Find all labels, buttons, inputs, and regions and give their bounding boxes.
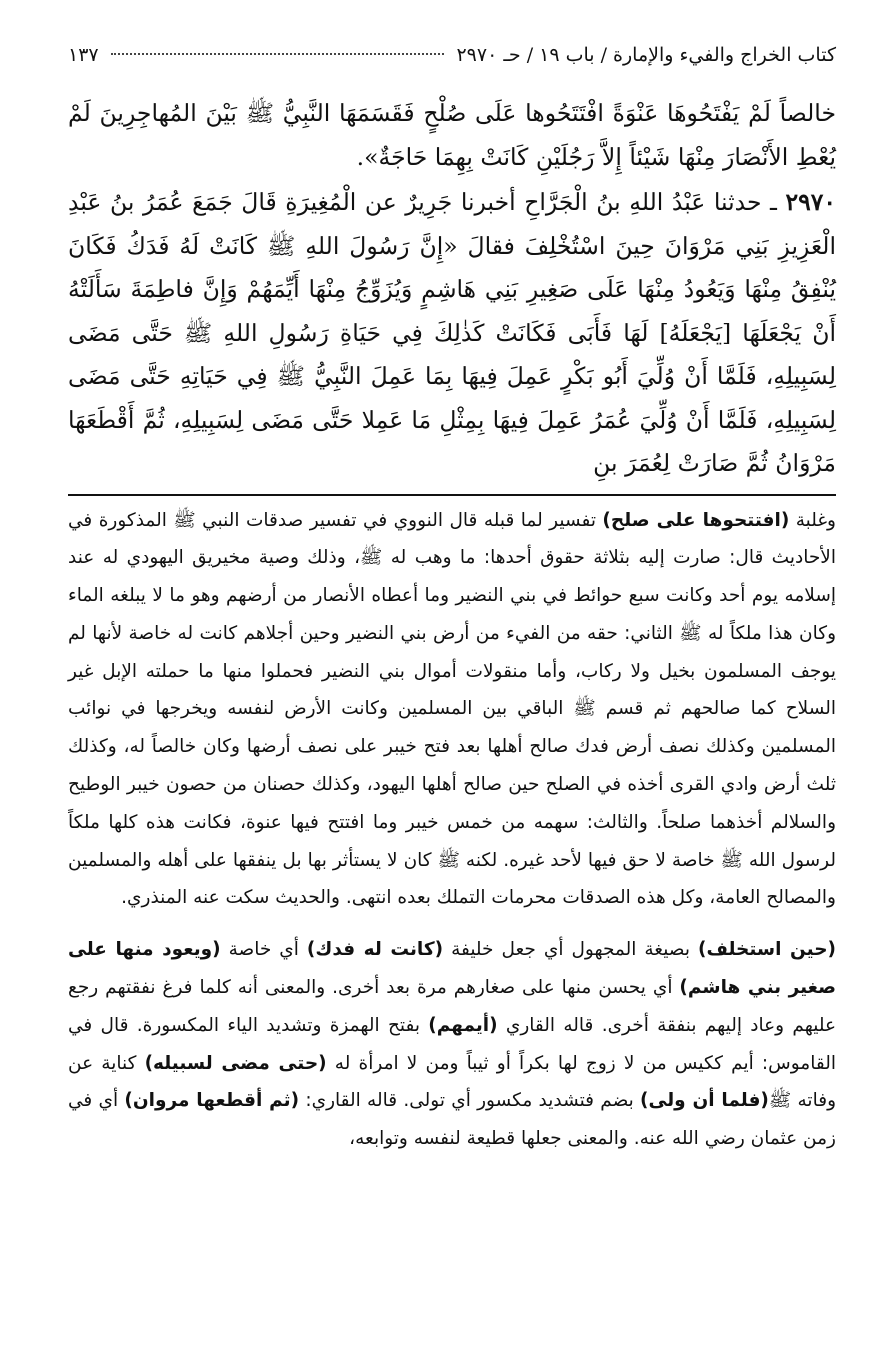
page-number: ١٣٧ — [68, 44, 99, 66]
commentary-keyword: (حتى مضى لسبيله) — [144, 1052, 327, 1074]
commentary-text: أي في زمن عثمان رضي الله عنه. والمعنى جعلها قطيعة لنفسه وتوابعه، — [68, 1090, 836, 1150]
commentary-keyword: (أيمهم) — [428, 1014, 498, 1036]
commentary-paragraph-2 — [68, 931, 836, 1158]
commentary-text: كناية عن وفاته ﷺ — [68, 1052, 836, 1112]
running-header — [68, 44, 836, 92]
commentary-text: أي يحسن منها على صغارهم مرة بعد أخرى. والمعنى أنه كلما فرغ نفقتهم رجع عليهم وعاد إليهم بنفقة أخرى. قاله القاري — [68, 977, 836, 1036]
hadith-body: ـ حدثنا عَبْدُ اللهِ بنُ الْجَرَّاحِ أخبرنا جَرِيرٌ عن الْمُغِيرَةِ قَالَ جَمَعَ عُمَرُ بنُ عَبْدِ الْعَزِيزِ بَنِي مَرْوَانَ حِينَ اسْتُخْلِفَ فقالَ «إِنَّ رَسُولَ اللهِ ﷺ كَانَتْ لَهُ فَدَكُ فَكَانَ يُنْفِقُ مِنْهَا وَيَعُودُ مِنْهَا عَلَى صَغِيرِ بَنِي هَاشِمٍ وَيُزَوِّجُ مِنْهَا أَيِّمَهُمْ وَإِنَّ فاطِمَةَ سَأَلَتْهُ أَنْ يَجْعَلَهَا [يَجْعَلَهُ] لَهَا فَأَبَى فَكَانَتْ كَذٰلِكَ فِي حَيَاةِ رَسُولِ اللهِ ﷺ حَتَّى مَضَى لِسَبِيلِهِ، فَلَمَّا أَنْ وُلِّيَ أَبُو بَكْرٍ عَمِلَ فِيهَا بِمَا عَمِلَ النَّبِيُّ ﷺ فِي حَيَاتِهِ حَتَّى مَضَى لِسَبِيلِهِ، فَلَمَّا أَنْ وُلِّيَ عُمَرُ عَمِلَ فِيهَا بِمِثْلِ مَا عَمِلا حَتَّى مَضَى لِسَبِيلِهِ، ثُمَّ أَقْطَعَهَا مَرْوَانُ ثُمَّ صَارَتْ لِعُمَرَ بنِ — [68, 188, 836, 477]
hadith-text-block — [68, 92, 836, 486]
hadith-number: ٢٩٧٠ — [785, 188, 836, 216]
footnote-divider — [68, 494, 836, 496]
header-title: كتاب الخراج والفيء والإمارة / باب ١٩ / حـ ٢٩٧٠ — [456, 44, 836, 66]
hadith-2970 — [68, 181, 836, 486]
commentary-keyword: (ويعود منها على صغير بني هاشم) — [68, 939, 836, 999]
commentary-text: بفتح الهمزة وتشديد الياء المكسورة. قال في القاموس: أيم ككيس من لا زوج لها بكراً أو ثيباً ومن لا امرأة له — [68, 1014, 836, 1074]
commentary-text: وغلبة — [789, 509, 836, 531]
commentary-keyword: (ثم أقطعها مروان) — [124, 1090, 300, 1112]
header-dotted-leader — [111, 52, 445, 55]
commentary-text: بصيغة المجهول أي جعل خليفة — [443, 939, 698, 961]
book-page — [68, 44, 836, 1158]
commentary-text: بضم فتشديد مكسور أي تولى. قاله القاري: — [299, 1090, 641, 1112]
commentary-keyword: (كانت له فدك) — [306, 939, 444, 961]
commentary-paragraph-1 — [68, 502, 836, 918]
commentary-keyword: (حين استخلف) — [698, 939, 836, 961]
commentary-text: أي خاصة — [220, 939, 307, 961]
commentary-keyword: (افتتحوها على صلح) — [602, 509, 790, 531]
commentary-keyword: (فلما أن ولى) — [640, 1090, 769, 1112]
commentary-text: تفسير لما قبله قال النووي في تفسير صدقات النبي ﷺ المذكورة في الأحاديث قال: صارت إليه بثلاثة حقوق أحدها: ما وهب له ﷺ، وذلك وصية مخيريق اليهودي له عند إسلامه يوم أحد وكانت سبع حوائط في بني النضير وما أعطاه الأنصار من أرضهم وهو ما لا يبلغه الماء وكان هذا ملكاً له ﷺ الثاني: حقه من الفيء من أرض بني النضير وحين أجلاهم كانت له خاصة لأنها لم يوجف المسلمون بخيل ولا ركاب، وأما منقولات أموال بني النضير فحملوا منها ما حملته الإبل غير السلاح كما صالحهم ثم قسم ﷺ الباقي بين المسلمين وكانت الأرض لنفسه ويخرجها في نوائب المسلمين وكذلك نصف أرض فدك صالح أهلها بعد فتح خيبر على نصف أرضها وكان خالصاً له، وكذلك ثلث أرض وادي القرى أخذه في الصلح حين صالح أهلها اليهود، وكذلك حصنان من حصون خيبر الوطيح والسلالم أخذهما صلحاً. والثالث: سهمه من خمس خيبر وما افتتح فيها عنوة، فكانت هذه كلها ملكاً لرسول الله ﷺ خاصة لا حق فيها لأحد غيره. لكنه ﷺ كان لا يستأثر بها بل ينفقها على أهله والمسلمين والمصالح العامة، وكل هذه الصدقات محرمات التملك بعده انتهى. والحديث سكت عنه المنذري. — [68, 509, 836, 909]
hadith-continuation: خالصاً لَمْ يَفْتَحُوهَا عَنْوَةً افْتَتَحُوها عَلَى صُلْحٍ فَقَسَمَهَا النَّبِيُّ ﷺ بَيْنَ المُهاجِرِينَ لَمْ يُعْطِ الأَنْصَارَ مِنْهَا شَيْئاً إِلاَّ رَجُلَيْنِ كَانَتْ بِهِمَا حَاجَةٌ». — [68, 99, 836, 171]
commentary-block — [68, 502, 836, 1159]
